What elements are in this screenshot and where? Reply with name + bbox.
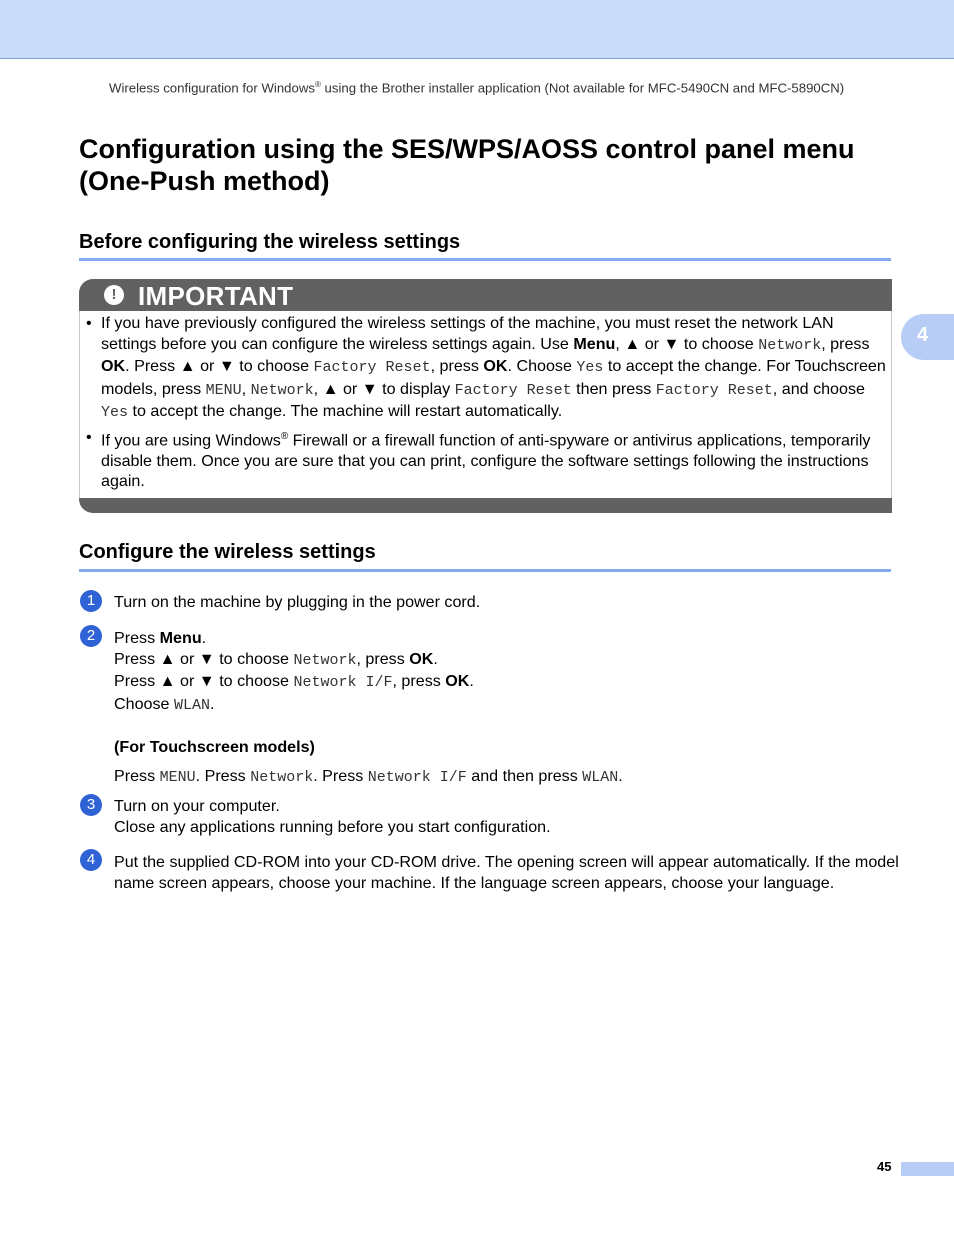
step-text: Turn on the machine by plugging in the power cord. bbox=[114, 593, 481, 611]
touchscreen-subheading: (For Touchscreen models) bbox=[114, 738, 315, 756]
step-line: Press ▲ or ▼ to choose Network, press OK. bbox=[114, 649, 438, 669]
important-bullet-firewall: • If you are using Windows® Firewall or a firewall function of anti-spyware or antivirus applications, temporarily disable them. Once you are sure that you can print, configure the software settings following the instructions again. bbox=[86, 428, 871, 491]
page-number: 45 bbox=[877, 1159, 892, 1174]
important-box-border-left bbox=[79, 311, 80, 499]
step-number-badge: 4 bbox=[80, 849, 102, 871]
chapter-tab bbox=[901, 314, 954, 360]
important-bullet-reset: • If you have previously configured the wireless settings of the machine, you must reset the network LAN settings before you can configure the wireless settings again. Use Menu, ▲ or ▼ to choose Network, press OK. Press ▲ or ▼ to choose Factory Reset, press OK. Choose Yes to accept the change. For Touchscreen models, press MENU, Network, ▲ or ▼ to display Factory Reset then press Factory Reset, and choose Yes to accept the change. The machine will restart automatically. bbox=[86, 314, 886, 421]
step-number-badge: 1 bbox=[80, 590, 102, 612]
step-text bbox=[114, 628, 899, 788]
step-text bbox=[114, 796, 899, 837]
running-header: Wireless configuration for Windows® using the Brother installer application (Not available for MFC-5490CN and MFC-5890CN) bbox=[109, 80, 845, 96]
important-box-header bbox=[79, 279, 892, 311]
chapter-number: 4 bbox=[917, 324, 929, 346]
section-heading-before-configuring: Before configuring the wireless settings bbox=[79, 231, 461, 253]
step-line: Choose WLAN. bbox=[114, 694, 215, 714]
bullet-dot-icon: • bbox=[86, 428, 92, 446]
page-title: Configuration using the SES/WPS/AOSS control panel menu (One-Push method) bbox=[79, 134, 855, 196]
exclamation-icon: ! bbox=[104, 285, 124, 305]
step-number-badge: 2 bbox=[80, 625, 102, 647]
top-header-band bbox=[0, 0, 954, 59]
step-line: Press ▲ or ▼ to choose Network I/F, press OK. bbox=[114, 672, 474, 691]
section-rule bbox=[79, 258, 891, 261]
important-box-footer bbox=[79, 498, 892, 513]
step-line: Press Menu. bbox=[114, 629, 207, 647]
bullet-dot-icon: • bbox=[86, 314, 92, 332]
step-line: Turn on your computer. bbox=[114, 797, 280, 815]
step-number-badge: 3 bbox=[80, 794, 102, 816]
section-rule bbox=[79, 569, 891, 572]
important-box-border-right bbox=[891, 311, 892, 499]
step-text: Put the supplied CD-ROM into your CD-ROM drive. The opening screen will appear automatically. If the model name screen appears, choose your machine. If the language screen appears, choose your language. bbox=[114, 853, 899, 892]
page-number-tab bbox=[901, 1162, 954, 1176]
step-line: Close any applications running before you start configuration. bbox=[114, 817, 551, 836]
section-heading-configure: Configure the wireless settings bbox=[79, 541, 376, 563]
step-line: Press MENU. Press Network. Press Network I/F and then press WLAN. bbox=[114, 766, 623, 786]
important-title: IMPORTANT bbox=[138, 281, 294, 311]
